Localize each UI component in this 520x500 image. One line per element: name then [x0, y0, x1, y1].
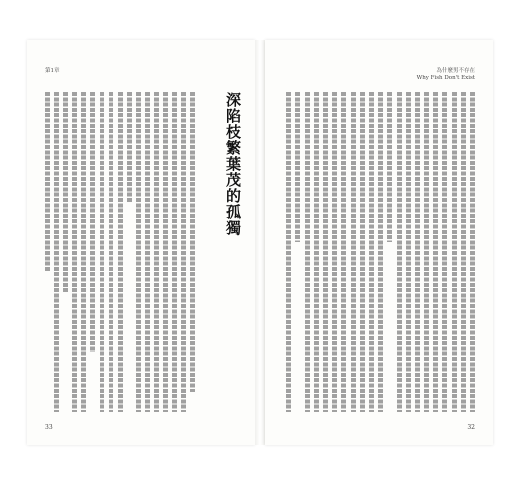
chapter-label: 第1章	[45, 68, 60, 74]
left-page	[27, 40, 255, 445]
book-subtitle: Why Fish Don't Exist	[416, 75, 475, 81]
right-page	[265, 40, 493, 445]
book-gutter	[255, 40, 265, 445]
right-body-text	[283, 92, 475, 412]
right-page-number: 32	[467, 424, 475, 431]
right-running-head	[417, 68, 475, 82]
left-running-head	[45, 68, 60, 75]
left-page-number: 33	[45, 424, 53, 431]
book-title: 為什麼男不存在	[436, 68, 475, 74]
section-title: 深陷枝繁葉茂的孤獨	[224, 92, 242, 236]
left-body-text	[45, 92, 195, 412]
